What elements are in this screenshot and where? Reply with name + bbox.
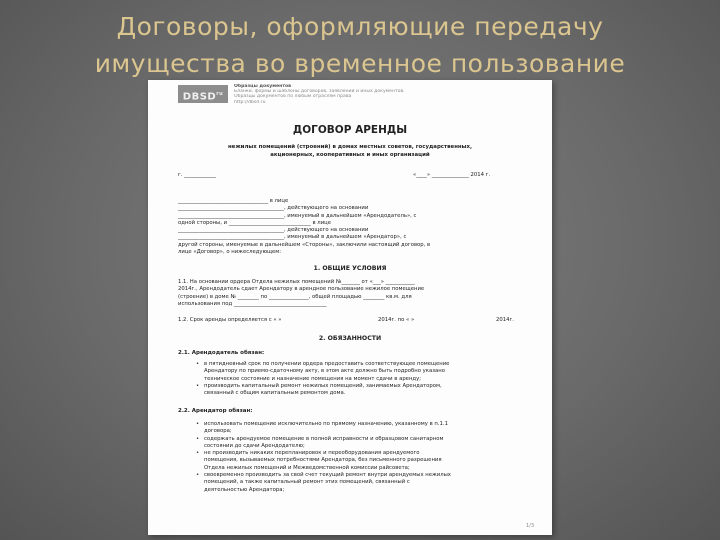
slide-title-line-1: Договоры, оформляющие передачу: [116, 12, 604, 41]
list-item-continuation: помещения, вызываемых потребностями Арендатора, без письменного разрешения: [204, 457, 442, 464]
preamble-line: ________________________________________, действующего на основании: [178, 205, 369, 212]
header-line: Образцы документов по любым отраслям права: [234, 94, 352, 100]
clause-line: (строение) в доме № ________ по _______________, общей площадью ________ кв.м. для: [178, 293, 412, 300]
list-item: • использовать помещение исключительно по прямому назначению, указанному в п.1.1: [196, 421, 451, 428]
section-1-heading: 1. ОБЩИЕ УСЛОВИЯ: [313, 265, 387, 272]
slide-title-line-2: имущества во временное пользование: [94, 49, 626, 78]
clause-2-1-heading: 2.1. Арендодатель обязан:: [178, 350, 265, 356]
page-number: 1/3: [525, 523, 534, 529]
document-title: ДОГОВОР АРЕНДЫ: [292, 124, 408, 136]
list-item-continuation: договора;: [204, 428, 232, 435]
clause-1-2-year: 2014г.: [496, 317, 514, 323]
list-item: • не производить никаких перепланировок и переоборудования арендуемого: [196, 450, 451, 457]
section-2-heading: 2. ОБЯЗАННОСТИ: [318, 335, 382, 342]
list-item-continuation: помещений, а также капитальный ремонт этих помещений, связанный с: [204, 479, 410, 486]
preamble-line: другой стороны, именуемые в дальнейшем «Стороны», заключили настоящий договор, в: [178, 241, 431, 248]
clause-2-1-list: [196, 361, 449, 397]
list-item-continuation: состоянии до сдачи Арендодателю;: [204, 442, 305, 449]
list-item: • содержать арендуемое помещение в полной исправности и образцовом санитарном: [196, 436, 451, 443]
clause-1-2-end: 2014г. по « »: [378, 317, 415, 323]
list-item: • своевременно производить за свой счет текущий ремонт внутри арендуемых нежилых: [196, 472, 451, 479]
clause-line: использования под ___________________________________: [178, 300, 327, 307]
clause-1-1: [178, 279, 424, 308]
preamble-line: ________________________________________, действующего на основании: [178, 227, 369, 234]
slide-title: [0, 8, 720, 82]
preamble-line: ________________________________________, именуемый в дальнейшем «Арендодатель», с: [178, 212, 417, 219]
dbsd-logo: $DBSD^{ru}$: [178, 85, 228, 103]
list-item: • в пятидневный срок по получении ордера предоставить соответствующее помещение: [196, 361, 449, 368]
list-item-continuation: техническое состояние и назначение помещения на момент сдачи в аренду;: [204, 375, 421, 382]
header-line: Образцы документов: [234, 84, 292, 89]
clause-line: 1.1. На основании ордера Отдела нежилых помещений №_______ от «___» ___________: [178, 279, 415, 285]
preamble-line: __________________________________ в лице: [178, 198, 289, 204]
preamble-line: ________________________________________, именуемый в дальнейшем «Арендатор», с: [178, 234, 407, 241]
document-subtitle: [148, 143, 552, 159]
header-line: http://dbsd.ru: [234, 99, 266, 105]
list-item-continuation: Арендатору по приемо-сдаточному акту, в этом акте должно быть подробно указано: [204, 368, 445, 375]
list-item: • производить капитальный ремонт нежилых помещений, занимаемых Арендатором,: [196, 383, 449, 390]
document-page: [148, 80, 552, 535]
document-header: [178, 83, 538, 105]
subtitle-line: нежилых помещений (строений) в домах местных советов, государственных,: [227, 144, 473, 150]
preamble: [178, 198, 430, 256]
clause-2-2-heading: 2.2. Арендатор обязан:: [178, 408, 253, 414]
clause-line: 2014г., Арендодатель сдает Арендатору в арендное пользование нежилое помещение: [178, 286, 425, 293]
list-item-continuation: деятельностью Арендатора;: [204, 486, 285, 493]
date-field: «____» ______________ 2014 г.: [413, 172, 491, 178]
clause-2-2-list: [196, 421, 451, 494]
preamble-line: одной стороны, и _______________________________ в лице: [178, 219, 331, 226]
clause-1-2-start: 1.2. Срок аренды определяется с « »: [178, 317, 282, 323]
place-field: г. ____________: [178, 172, 216, 178]
preamble-line: лице «Договор», о нижеследующем:: [178, 249, 282, 256]
header-text: [234, 84, 534, 105]
header-line: Бланки, формы и шаблоны договоров, заявлений и иных документов.: [234, 89, 405, 95]
list-item-continuation: Отдела нежилых помещений и Межведомственной комиссии райсовета;: [204, 464, 410, 471]
list-item-continuation: связанный с общим капитальным ремонтом дома.: [204, 390, 346, 397]
subtitle-line: акционерных, кооперативных и иных организаций: [270, 152, 430, 158]
